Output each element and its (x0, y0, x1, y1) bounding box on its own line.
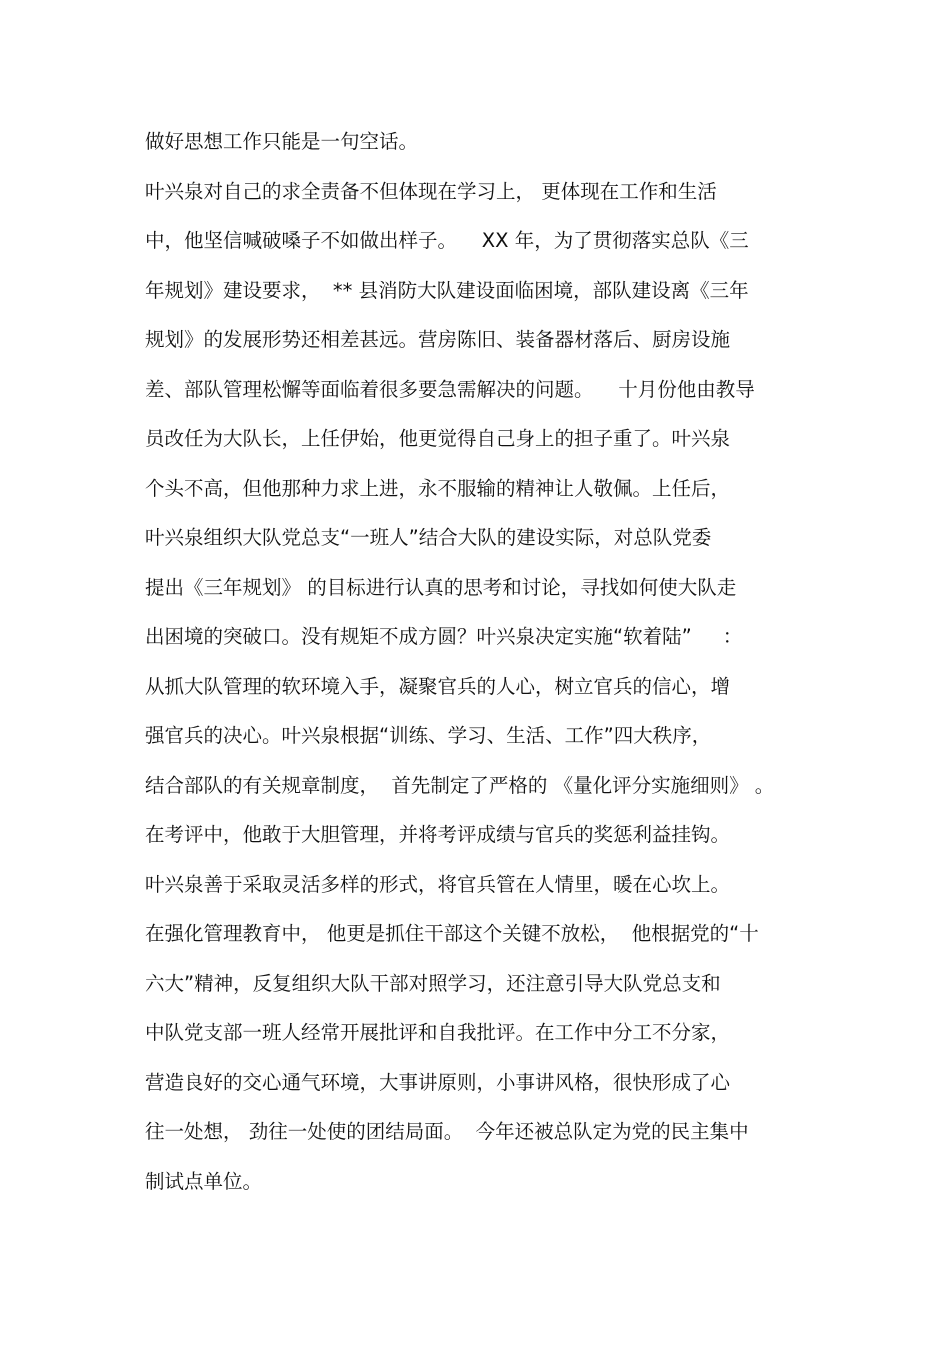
text-line: 从抓大队管理的软环境入手，凝聚官兵的人心，树立官兵的信心，增 (145, 674, 731, 698)
text-line: 规划》的发展形势还相差甚远。营房陈旧、装备器材落后、厨房设施 (145, 328, 731, 351)
text-line: 个头不高，但他那种力求上进，永不服输的精神让人敬佩。上任后， (145, 476, 731, 500)
text-line: 结合部队的有关规章制度， 首先制定了严格的 《量化评分实施细则》 。 (145, 773, 775, 797)
text-line: 中队党支部一班人经常开展批评和自我批评。在工作中分工不分家， (145, 1021, 731, 1044)
text-line: 中，他坚信喊破嗓子不如做出样子。 XX 年，为了贯彻落实总队《三 (145, 229, 749, 252)
text-line: 差、部队管理松懈等面临着很多要急需解决的问题。 十月份他由教导 (145, 377, 755, 401)
text-line: 营造良好的交心通气环境，大事讲原则，小事讲风格，很快形成了心 (145, 1070, 731, 1094)
text-line: 员改任为大队长，上任伊始，他更觉得自己身上的担子重了。叶兴泉 (145, 427, 731, 450)
text-line: 在强化管理教育中， 他更是抓住干部这个关键不放松， 他根据党的“十 (145, 922, 759, 945)
text-line: 制试点单位。 (145, 1169, 263, 1193)
text-line: 出困境的突破口。没有规矩不成方圆？叶兴泉决定实施“软着陆” ： (145, 625, 743, 648)
text-line: 在考评中，他敢于大胆管理，并将考评成绩与官兵的奖惩利益挂钩。 (145, 823, 731, 846)
text-line: 年规划》建设要求， ** 县消防大队建设面临困境，部队建设离《三年 (145, 278, 749, 302)
text-line: 叶兴泉对自己的求全责备不但体现在学习上， 更体现在工作和生活 (145, 179, 717, 203)
text-line: 提出《三年规划》 的目标进行认真的思考和讨论，寻找如何使大队走 (145, 575, 737, 599)
text-line: 六大”精神，反复组织大队干部对照学习，还注意引导大队党总支和 (145, 971, 721, 995)
text-line: 做好思想工作只能是一句空话。 (145, 130, 419, 153)
text-line: 叶兴泉善于采取灵活多样的形式，将官兵管在人情里，暖在心坎上。 (145, 872, 731, 896)
text-line: 强官兵的决心。叶兴泉根据“训练、学习、生活、工作”四大秩序， (145, 724, 712, 747)
text-line: 叶兴泉组织大队党总支“一班人”结合大队的建设实际，对总队党委 (145, 526, 712, 549)
text-line: 往一处想， 劲往一处使的团结局面。 今年还被总队定为党的民主集中 (145, 1120, 749, 1143)
body-text (145, 120, 925, 1209)
